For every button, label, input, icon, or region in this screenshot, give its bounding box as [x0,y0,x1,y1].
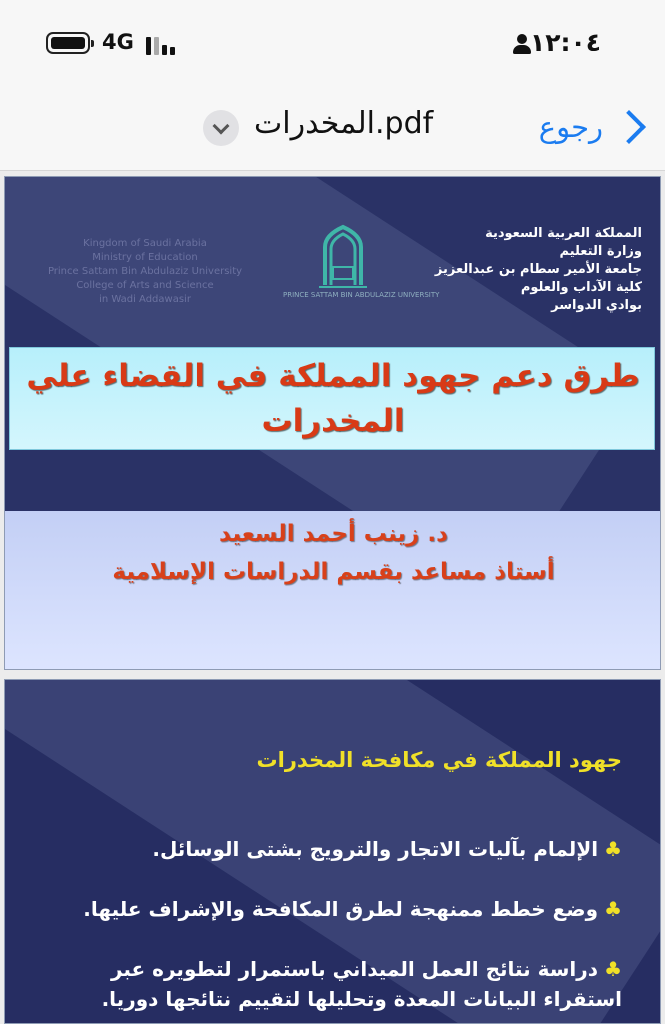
author-info [15,515,652,591]
clock: ١٢:٠٤ [529,28,601,57]
nav-bar [0,88,665,171]
slide-heading: جهود المملكة في مكافحة المخدرات [256,748,622,772]
header-line: Kingdom of Saudi Arabia [83,238,207,249]
author-position: أستاذ مساعد بقسم الدراسات الإسلامية [112,559,555,585]
author-name: د. زينب أحمد السعيد [219,521,448,547]
header-line: College of Arts and Science [76,280,214,291]
back-label: رجوع [538,110,603,144]
arabic-header [422,225,642,315]
club-bullet-icon: ♣ [604,837,622,861]
list-item-text: وضع خطط ممنهجة لطرق المكافحة والإشراف عليها. [83,897,599,921]
list-item-text: دراسة نتائج العمل الميداني باستمرار لتطويره عبر استقراء البيانات المعدة وتحليلها لتقييم نتائجها دوريا. [101,957,622,1011]
list-item [82,954,622,1014]
status-bar [0,0,665,88]
title-dropdown-button[interactable] [203,110,239,146]
network-type: 4G [102,30,134,54]
battery-icon [46,32,90,54]
english-header [45,237,245,307]
header-line: Ministry of Education [92,252,198,263]
logo-caption: PRINCE SATTAM BIN ABDULAZIZ UNIVERSITY [283,291,440,299]
list-item-text: الإلمام بآليات الاتجار والترويج بشتى الوسائل. [152,837,599,861]
document-title[interactable]: المخدرات.pdf [254,106,434,141]
header-line: وزارة التعليم [559,244,642,259]
bullet-list [82,834,622,1024]
arch-logo-icon [283,213,403,293]
header-line: كلية الآداب والعلوم [520,280,642,295]
pdf-page-2[interactable] [4,679,661,1024]
club-bullet-icon: ♣ [604,897,622,921]
chevron-down-icon [213,118,230,135]
header-line: in Wadi Addawasir [99,294,191,305]
header-line: Prince Sattam Bin Abdulaziz University [47,266,243,277]
signal-icon [146,33,186,55]
list-item [82,834,622,864]
university-logo [283,213,440,305]
author-box [5,511,661,670]
header-line: جامعة الأمير سطام بن عبدالعزيز [434,262,642,277]
header-line: بوادي الدواسر [551,298,642,313]
slide-title-box [9,347,655,450]
back-button[interactable] [539,102,647,152]
list-item [82,894,622,924]
chevron-left-icon [612,110,646,144]
pdf-page-1[interactable] [4,176,661,670]
slide-title: طرق دعم جهود المملكة في القضاء علي المخدرات [26,358,640,439]
club-bullet-icon: ♣ [604,957,622,981]
header-line: المملكة العربية السعودية [485,226,642,241]
